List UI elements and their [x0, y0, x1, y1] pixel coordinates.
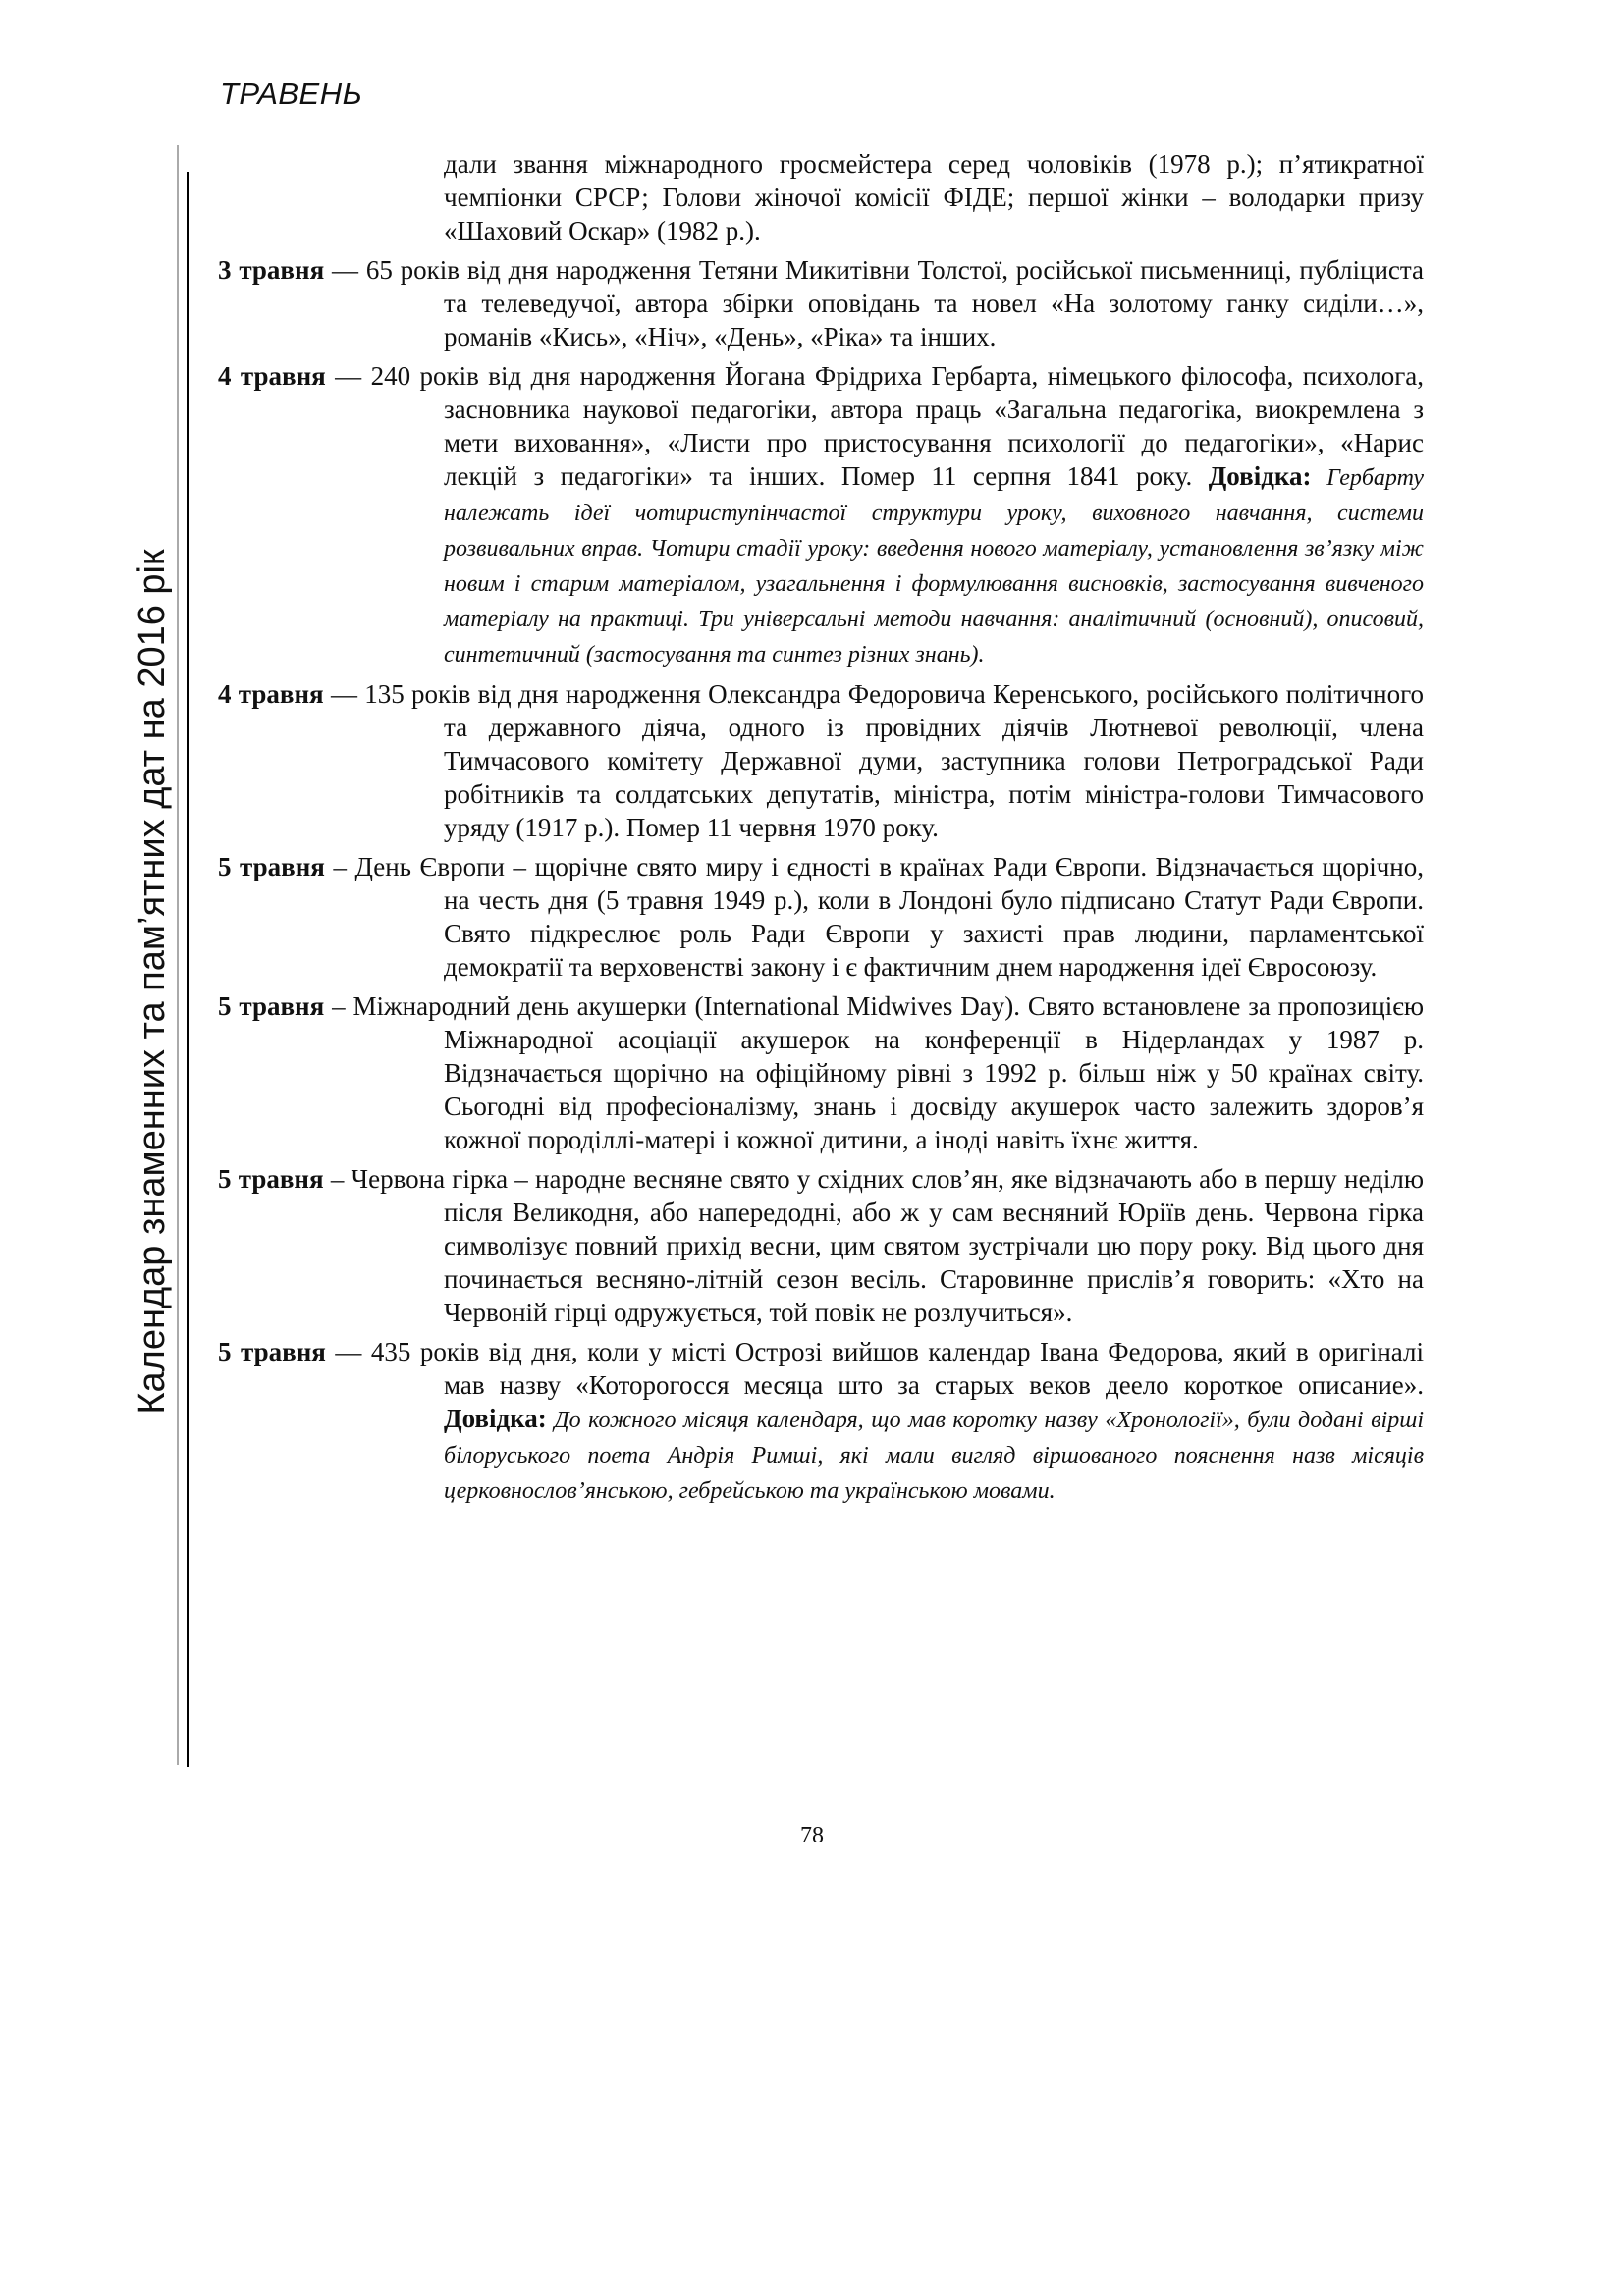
entry-text: – Червона гірка – народне весняне свято у східних слов’ян, яке відзначають або в першу неділю після Великодня, або напередодні, або ж у сам весняний Юріїв день. Червона гірка символізує повний прихід весни, цим святом зустрічали цю пору року. Від цього дня починається весняно-літній сезон весіль. Старовинне прислів’я говорить: «Хто на Червоній гірці одружується, той повік не розлучиться». — [323, 1164, 1424, 1327]
calendar-entry — [218, 1335, 1424, 1508]
reference-label: Довідка: — [444, 1404, 547, 1433]
entry-continuation: дали звання міжнародного гросмейстера серед чоловіків (1978 р.); п’ятикратної чемпіонки СРСР; Голови жіночої комісії ФІДЕ; першої жінки – володарки призу «Шаховий Оскар» (1982 р.). — [444, 149, 1424, 245]
calendar-entry — [218, 253, 1424, 353]
margin-rule-light — [177, 145, 179, 1765]
entry-text: – День Європи – щорічне свято миру і єдності в країнах Ради Європи. Відзначається щорічно, на честь дня (5 травня 1949 р.), коли в Лондоні було підписано Статут Ради Європи. Свято підкреслює роль Ради Європи у захисті прав людини, парламентської демократії та верховенстві закону і є фактичним днем народження ідеї Євросоюзу. — [324, 852, 1424, 982]
entry-date: 5 травня — [218, 1164, 324, 1194]
calendar-entry — [218, 677, 1424, 844]
entry-date: 4 травня — [218, 361, 326, 391]
calendar-entry — [218, 1162, 1424, 1329]
calendar-entry — [218, 850, 1424, 984]
entry-date: 4 травня — [218, 679, 324, 709]
page-number: 78 — [800, 1823, 824, 1848]
entry-text: — 240 років від дня народження Йогана Фрідриха Гербарта, німецького філософа, психолога, засновника наукової педагогіки, автора праць «Загальна педагогіка, виокремлена з мети виховання», «Листи про пристосування психології до педагогіки», «Нарис лекцій з педагогіки» та інших. Помер 11 серпня 1841 року. — [325, 361, 1425, 491]
entry-text: – Міжнародний день акушерки (International Midwives Day). Свято встановлене за пропозицією Міжнародної асоціації акушерок на конференції в Нідерландах у 1987 р. Відзначається щорічно на офіційному рівні з 1992 р. більш ніж у 50 країнах світу. Сьогодні від професіоналізму, знань і досвіду акушерок часто залежить здоров’я кожної породіллі-матері і кожної дитини, а іноді навіть їхнє життя. — [324, 991, 1424, 1154]
entry-date: 5 травня — [218, 991, 325, 1021]
calendar-entry — [218, 359, 1424, 671]
reference-label: Довідка: — [1208, 461, 1312, 491]
entry-date: 3 травня — [218, 255, 325, 285]
calendar-entry — [218, 989, 1424, 1156]
entry-date: 5 травня — [218, 1337, 326, 1366]
entry-text: — 135 років від дня народження Олександра Федоровича Керенського, російського політичного та державного діяча, одного із провідних діячів Лютневої революції, члена Тимчасового комітету Державної думи, заступника голови Петроградської Ради робітників та солдатських депутатів, міністра, потім міністра-голови Тимчасового уряду (1917 р.). Помер 11 червня 1970 року. — [323, 679, 1424, 842]
entry-text: — 435 років від дня, коли у місті Острозі вийшов календар Івана Федорова, який в оригіналі мав назву «Которогосся месяца што за старых веков деело короткое описание». — [325, 1337, 1424, 1400]
entry-date: 5 травня — [218, 852, 325, 881]
side-title-vertical: Календар знаменних та пам’ятних дат на 2016 рік — [132, 549, 173, 1415]
margin-rule — [187, 172, 189, 1767]
entry-text: — 65 років від дня народження Тетяни Микитівни Толстої, російської письменниці, публіциста та телеведучої, автора збірки оповідань та новел «На золотому ганку сиділи…», романів «Кись», «Ніч», «День», «Ріка» та інших. — [324, 255, 1424, 351]
reference-text: До кожного місяця календаря, що мав коротку назву «Хронології», були додані вірші білоруського поета Андрія Римші, які мали вигляд віршованого пояснення назв місяців церковнослов’янською, гебрейською та українською мовами. — [444, 1408, 1424, 1504]
calendar-content — [218, 147, 1424, 1514]
reference-text: Гербарту належать ідеї чотириступінчастої структури уроку, виховного навчання, системи розвивальних вправ. Чотири стадії уроку: введення нового матеріалу, установлення зв’язку між новим і старим матеріалом, узагальнення і формулювання висновків, застосування вивченого матеріалу на практиці. Три універсальні методи навчання: аналітичний (основний), описовий, синтетичний (застосування та синтез різних знань). — [444, 465, 1424, 667]
running-header: ТРАВЕНЬ — [220, 77, 363, 111]
